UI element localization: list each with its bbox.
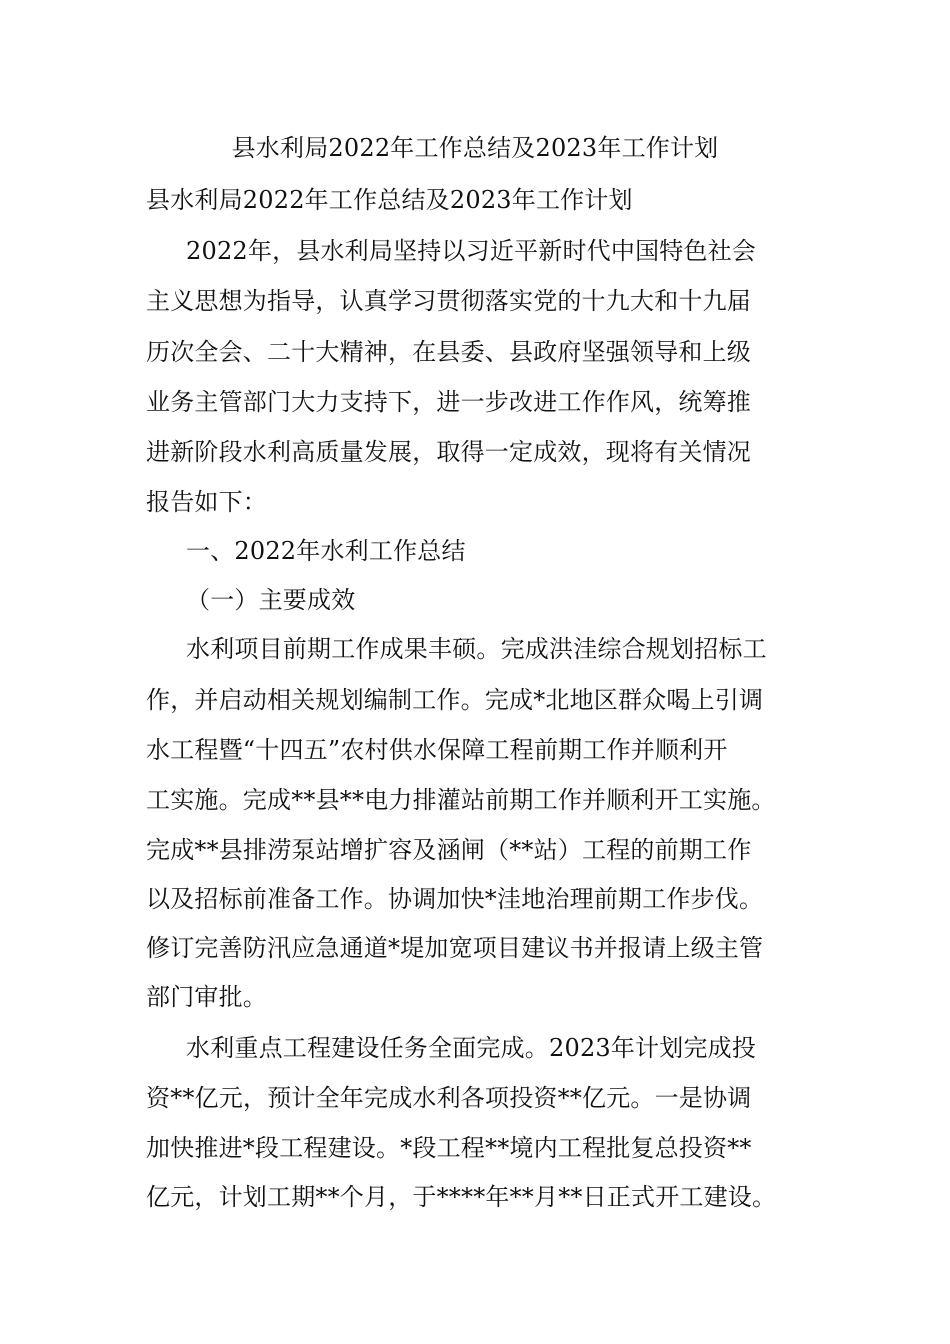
paragraph-line: 工实施。完成**县**电力排灌站前期工作并顺利开工实施。	[146, 786, 776, 814]
paragraph-line: 进新阶段水利高质量发展，取得一定成效，现将有关情况	[146, 438, 751, 466]
paragraph-line: 亿元，计划工期**个月，于****年**月**日正式开工建设。	[146, 1183, 777, 1211]
document-subtitle: 县水利局2022年工作总结及2023年工作计划	[146, 186, 633, 214]
paragraph-line: 水利项目前期工作成果丰硕。完成洪洼综合规划招标工	[186, 635, 767, 663]
paragraph-line: 业务主管部门大力支持下，进一步改进工作作风，统筹推	[146, 388, 751, 416]
paragraph-line: 作，并启动相关规划编制工作。完成*北地区群众喝上引调	[146, 686, 764, 714]
paragraph-line: 资**亿元，预计全年完成水利各项投资**亿元。一是协调	[146, 1084, 752, 1112]
paragraph-line: 报告如下：	[146, 488, 267, 516]
paragraph-line: 完成**县排涝泵站增扩容及涵闸（**站）工程的前期工作	[146, 836, 752, 864]
paragraph-line: 部门审批。	[146, 983, 267, 1011]
section-heading: 一、2022年水利工作总结	[186, 537, 466, 565]
paragraph-line: 水利重点工程建设任务全面完成。2023年计划完成投	[186, 1034, 757, 1062]
paragraph-line: 以及招标前准备工作。协调加快*洼地治理前期工作步伐。	[146, 885, 764, 913]
document-title: 县水利局2022年工作总结及2023年工作计划	[231, 134, 719, 162]
paragraph-line: 水工程暨“十四五”农村供水保障工程前期工作并顺利开	[146, 736, 728, 764]
paragraph-line: 加快推进*段工程建设。*段工程**境内工程批复总投资**	[146, 1134, 752, 1162]
paragraph-line: 主义思想为指导，认真学习贯彻落实党的十九大和十九届	[146, 287, 751, 315]
paragraph-line: 修订完善防汛应急通道*堤加宽项目建议书并报请上级主管	[146, 934, 764, 962]
paragraph-line: 2022年，县水利局坚持以习近平新时代中国特色社会	[186, 237, 757, 265]
subsection-heading: （一）主要成效	[186, 586, 356, 614]
paragraph-line: 历次全会、二十大精神，在县委、县政府坚强领导和上级	[146, 338, 751, 366]
